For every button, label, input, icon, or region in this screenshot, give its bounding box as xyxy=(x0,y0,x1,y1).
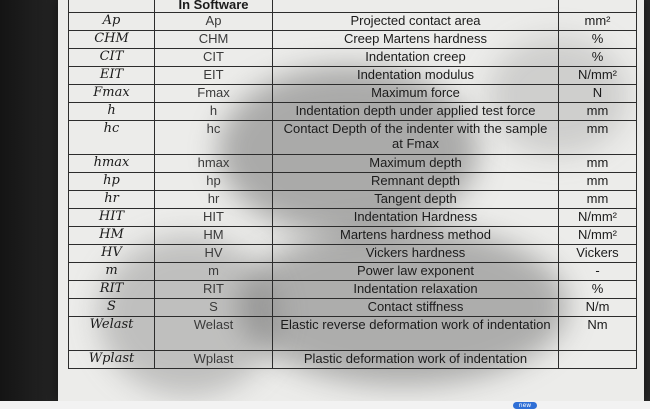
table-row xyxy=(69,245,637,263)
header-unit xyxy=(559,0,637,13)
software-cell: hc xyxy=(155,121,273,155)
description-cell: Vickers hardness xyxy=(273,245,559,263)
table-row xyxy=(69,173,637,191)
description-cell: Contact Depth of the indenter with the sample at Fmax xyxy=(273,121,559,155)
software-cell: HM xyxy=(155,227,273,245)
description-cell: Remnant depth xyxy=(273,173,559,191)
unit-cell: % xyxy=(559,281,637,299)
symbol-cell: HV xyxy=(69,245,155,263)
table-row xyxy=(69,155,637,173)
symbol-cell: CHM xyxy=(69,31,155,49)
software-cell: RIT xyxy=(155,281,273,299)
symbol-cell: m xyxy=(69,263,155,281)
unit-cell: % xyxy=(559,49,637,67)
symbol-cell: hp xyxy=(69,173,155,191)
software-cell: Ap xyxy=(155,13,273,31)
description-cell: Maximum depth xyxy=(273,155,559,173)
software-cell: h xyxy=(155,103,273,121)
description-cell: Contact stiffness xyxy=(273,299,559,317)
symbol-cell: S xyxy=(69,299,155,317)
viewer-bottom-bar xyxy=(0,401,650,409)
description-cell: Power law exponent xyxy=(273,263,559,281)
unit-cell: Vickers xyxy=(559,245,637,263)
unit-cell: - xyxy=(559,263,637,281)
table-header-row xyxy=(69,0,637,13)
table-row xyxy=(69,209,637,227)
symbol-cell: RIT xyxy=(69,281,155,299)
unit-cell: % xyxy=(559,31,637,49)
symbol-cell: CIT xyxy=(69,49,155,67)
new-badge-button[interactable]: new xyxy=(513,402,537,409)
description-cell: Plastic deformation work of indentation xyxy=(273,351,559,369)
description-cell: Projected contact area xyxy=(273,13,559,31)
software-cell: hmax xyxy=(155,155,273,173)
unit-cell: N/mm² xyxy=(559,227,637,245)
table-row xyxy=(69,121,637,155)
parameter-table xyxy=(68,0,637,369)
symbol-cell: Fmax xyxy=(69,85,155,103)
header-description xyxy=(273,0,559,13)
unit-cell: mm xyxy=(559,155,637,173)
software-cell: Wplast xyxy=(155,351,273,369)
description-cell: Elastic reverse deformation work of indentation xyxy=(273,317,559,351)
table-row xyxy=(69,317,637,351)
table-row xyxy=(69,281,637,299)
table-row xyxy=(69,13,637,31)
symbol-cell: HM xyxy=(69,227,155,245)
table-row xyxy=(69,263,637,281)
symbol-cell: EIT xyxy=(69,67,155,85)
table-row xyxy=(69,85,637,103)
unit-cell: mm² xyxy=(559,13,637,31)
symbol-cell: HIT xyxy=(69,209,155,227)
description-cell: Tangent depth xyxy=(273,191,559,209)
software-cell: HIT xyxy=(155,209,273,227)
description-cell: Maximum force xyxy=(273,85,559,103)
software-cell: HV xyxy=(155,245,273,263)
unit-cell: N/m xyxy=(559,299,637,317)
software-cell: hp xyxy=(155,173,273,191)
description-cell: Indentation depth under applied test force xyxy=(273,103,559,121)
unit-cell: N/mm² xyxy=(559,67,637,85)
table-row xyxy=(69,227,637,245)
description-cell: Martens hardness method xyxy=(273,227,559,245)
header-symbol xyxy=(69,0,155,13)
symbol-cell: h xyxy=(69,103,155,121)
symbol-cell: hc xyxy=(69,121,155,155)
software-cell: Fmax xyxy=(155,85,273,103)
description-cell: Creep Martens hardness xyxy=(273,31,559,49)
description-cell: Indentation creep xyxy=(273,49,559,67)
table-row xyxy=(69,31,637,49)
table-row xyxy=(69,191,637,209)
software-cell: CHM xyxy=(155,31,273,49)
software-cell: Welast xyxy=(155,317,273,351)
unit-cell: N xyxy=(559,85,637,103)
table-row xyxy=(69,351,637,369)
table-row xyxy=(69,299,637,317)
description-cell: Indentation Hardness xyxy=(273,209,559,227)
software-cell: S xyxy=(155,299,273,317)
unit-cell: Nm xyxy=(559,317,637,351)
header-in-software: In Software xyxy=(155,0,273,13)
table-row xyxy=(69,67,637,85)
symbol-cell: Welast xyxy=(69,317,155,351)
software-cell: CIT xyxy=(155,49,273,67)
symbol-cell: Wplast xyxy=(69,351,155,369)
unit-cell: mm xyxy=(559,173,637,191)
unit-cell xyxy=(559,351,637,369)
software-cell: EIT xyxy=(155,67,273,85)
software-cell: hr xyxy=(155,191,273,209)
symbol-cell: hmax xyxy=(69,155,155,173)
symbol-cell: Ap xyxy=(69,13,155,31)
unit-cell: mm xyxy=(559,103,637,121)
symbol-cell: hr xyxy=(69,191,155,209)
table-row xyxy=(69,49,637,67)
table-row xyxy=(69,103,637,121)
unit-cell: mm xyxy=(559,191,637,209)
printed-sheet xyxy=(58,0,644,402)
software-cell: m xyxy=(155,263,273,281)
unit-cell: N/mm² xyxy=(559,209,637,227)
description-cell: Indentation relaxation xyxy=(273,281,559,299)
unit-cell: mm xyxy=(559,121,637,155)
description-cell: Indentation modulus xyxy=(273,67,559,85)
